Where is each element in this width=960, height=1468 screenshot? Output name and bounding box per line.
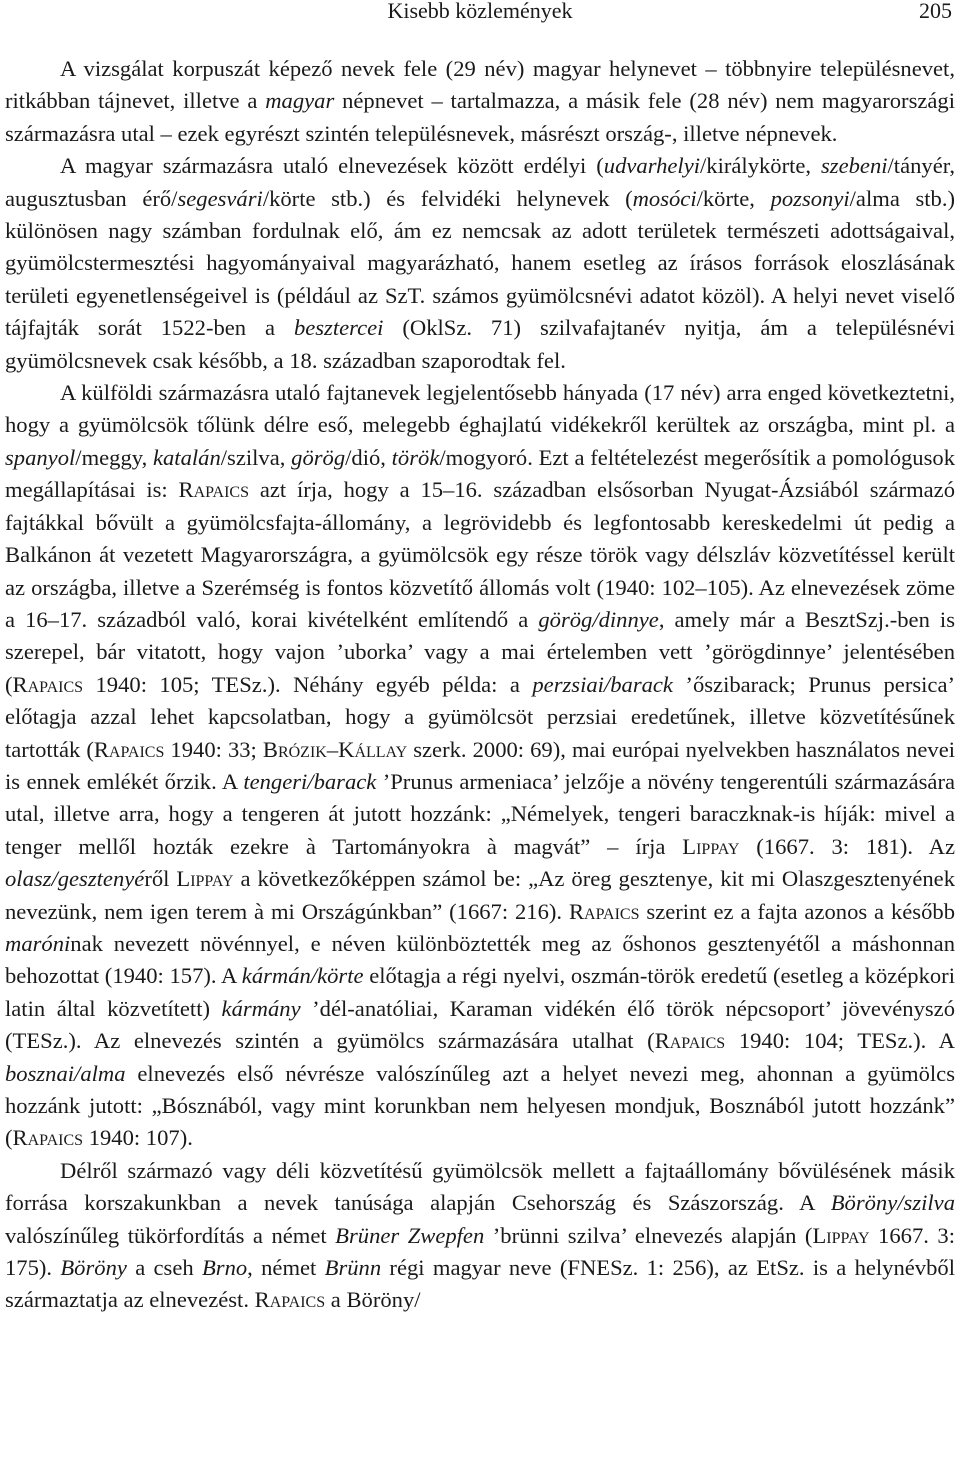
term: segesvári — [177, 185, 263, 211]
term: tengeri/barack — [243, 768, 377, 794]
term: barack — [610, 671, 673, 697]
page-number: 205 — [919, 0, 952, 23]
author-name: Lippay — [812, 1222, 870, 1248]
author-name: Rapaics — [654, 1028, 726, 1054]
author-name: Lippay — [176, 866, 234, 892]
paragraph: Délről származó vagy déli közvetítésű gyümölcsök mellett a fajtaállomány bővülésének másik forrása korszakunkban a nevek tanúsága alapján Csehország és Szászország. A Böröny/szilva valószínűleg tükörfordítás a német Brüner Zwepfen ’brünni szilva’ elnevezés alapján (Lippay 1667. 3: 175). Böröny a cseh Brno, német Brünn régi magyar neve (FNESz. 1: 256), az EtSz. is a helynévből származtatja az elnevezést. Rapaics a Böröny/ — [5, 1157, 955, 1313]
term: mosóci — [632, 185, 697, 211]
body-text — [5, 53, 955, 1317]
author-name: Brózik–Kállay — [262, 736, 408, 762]
paragraph: A külföldi származásra utaló fajtanevek legjelentősebb hányada (17 név) arra enged következtetni, hogy a gyümölcsök tőlünk délre eső, melegebb éghajlatú vidékekről kerültek az országba, mint pl. a spanyol/meggy, katalán/szilva, görög/dió, török/mogyoró. Ezt a feltételezést megerősítik a pomológusok megállapításai is: Rapaics azt írja, hogy a 15–16. században elsősorban Nyugat-Ázsiából származó fajtákkal bővült a gyümölcsfajta-állomány, a legrövidebb és legfontosabb kereskedelmi út pedig a Balkánon át vezetett Magyarországra, a gyümölcsök egy része török vagy délszláv közvetítéssel került az országba, illetve a Szerémség is fontos közvetítő állomás volt (1940: 102–105). Az elnevezések zöme a 16–17. századból való, korai kivételként említendő a görög/dinnye, amely már a BesztSzj.-ben is szerepel, bár vitatott, hogy vajon ’uborka’ vagy a mai értelemben vett ’görögdinnye’ jelentésében (Rapaics 1940: 105; TESz.). Néhány egyéb példa: a perzsiai/barack ’őszibarack; Prunus persica’ előtagja azzal lehet kapcsolatban, hogy a gyümölcsöt perzsiai eredetűnek, illetve közvetítésűnek tartották (Rapaics 1940: 33; Brózik–Kállay szerk. 2000: 69), mai európai nyelvekben használatos nevei is ennek emlékét őrzik. A tengeri/barack ’Prunus armeniaca’ jelzője a növény tengerentúli származására utal, illetve arra, hogy a tengeren át jutott hozzánk: „Némelyek, tengeri baraczknak-is híják: mivel a tenger mellől hozták ezekre à Tartományokra à magvát” – írja Lippay (1667. 3: 181). Az olasz/gesztenyéről Lippay a következőképpen számol be: „Az öreg gesztenye, kit mi Olaszgesztenyének nevezünk, nem igen terem à mi Országúnkban” (1667: 216). Rapaics szerint ez a fajta azonos a később maróninak nevezett növénnyel, e néven különböztették meg az őshonos gesztenyétől a máshonnan behozottat (1940: 157). A kármán/körte előtagja a régi nyelvi, oszmán-török eredetű (esetleg a középkori latin által közvetített) kármány ’dél-anatóliai, Karaman vidékén élő török népcsoport’ jövevényszó (TESz.). Az elnevezés szintén a gyümölcs származására utalhat (Rapaics 1940: 104; TESz.). A bosznai/alma elnevezés első névrésze valószínűleg azt a helyet nevezi meg, ahonnan a gyümölcs hozzánk jutott: „Bósznából, vagy mint korunkban nem helyesen mondjuk, Bosznából jutott hozzánk” (Rapaics 1940: 107). — [5, 380, 956, 1151]
running-head — [0, 0, 960, 22]
term: spanyol — [5, 444, 76, 470]
paragraph: A magyar származásra utaló elnevezések között erdélyi (udvarhelyi/királykörte, szebeni/tányér, augusztusban érő/segesvári/körte stb.) és felvidéki helynevek (mosóci/körte, pozsonyi/alma stb.) különösen nagy számban fordulnak elő, ám ez nemcsak az adott területek természeti adottságaival, gyümölcstermesztési hagyományaival magyarázható, hanem esetleg az írásos források eloszlásának területi egyenetlenségeivel is (például az SzT. számos gyümölcsnévi adatot közöl). A helyi nevet viselő tájfajták sorát 1522-ben a besztercei (OklSz. 71) szilvafajtanév nyitja, ám a településnévi gyümölcsnevek csak később, a 18. században szaporodtak fel. — [5, 153, 956, 373]
term: Brüner Zwepfen — [335, 1222, 485, 1248]
term: kármán/körte — [241, 963, 364, 989]
term: bosznai/alma — [5, 1060, 126, 1086]
author-name: Rapaics — [178, 477, 250, 503]
author-name: Rapaics — [568, 898, 640, 924]
author-name: Rapaics — [254, 1287, 326, 1313]
term: maróni — [5, 930, 71, 956]
paragraph: A vizsgálat korpuszát képező nevek fele (29 név) magyar helynevet – többnyire településnevet, ritkábban tájnevet, illetve a magyar népnevet – tartalmazza, a másik fele (28 név) nem magyarországi származásra utal – ezek egyrészt szintén településnevek, másrészt ország-, illetve népnevek. — [5, 56, 955, 146]
term: Brünn — [324, 1255, 382, 1281]
term: magyar — [265, 88, 335, 114]
term: olasz/gesztenyé — [5, 866, 145, 892]
author-name: Lippay — [682, 833, 740, 859]
term: Böröny/szilva — [830, 1190, 955, 1216]
author-name: Rapaics — [93, 736, 165, 762]
term: pozsonyi — [770, 185, 850, 211]
term: görög — [291, 444, 346, 470]
author-name: Rapaics — [12, 1125, 84, 1151]
term: görög/dinnye — [538, 606, 659, 632]
author-name: Rapaics — [12, 671, 84, 697]
term: perzsiai/ — [532, 671, 611, 697]
term: szebeni — [821, 153, 888, 179]
term: udvarhelyi — [603, 153, 701, 179]
term: katalán — [152, 444, 221, 470]
term: török — [391, 444, 440, 470]
term: kármány — [221, 995, 301, 1021]
term: besztercei — [293, 315, 384, 341]
term: Brno — [201, 1255, 248, 1281]
section-title: Kisebb közlemények — [387, 0, 573, 23]
term: Böröny — [60, 1255, 127, 1281]
